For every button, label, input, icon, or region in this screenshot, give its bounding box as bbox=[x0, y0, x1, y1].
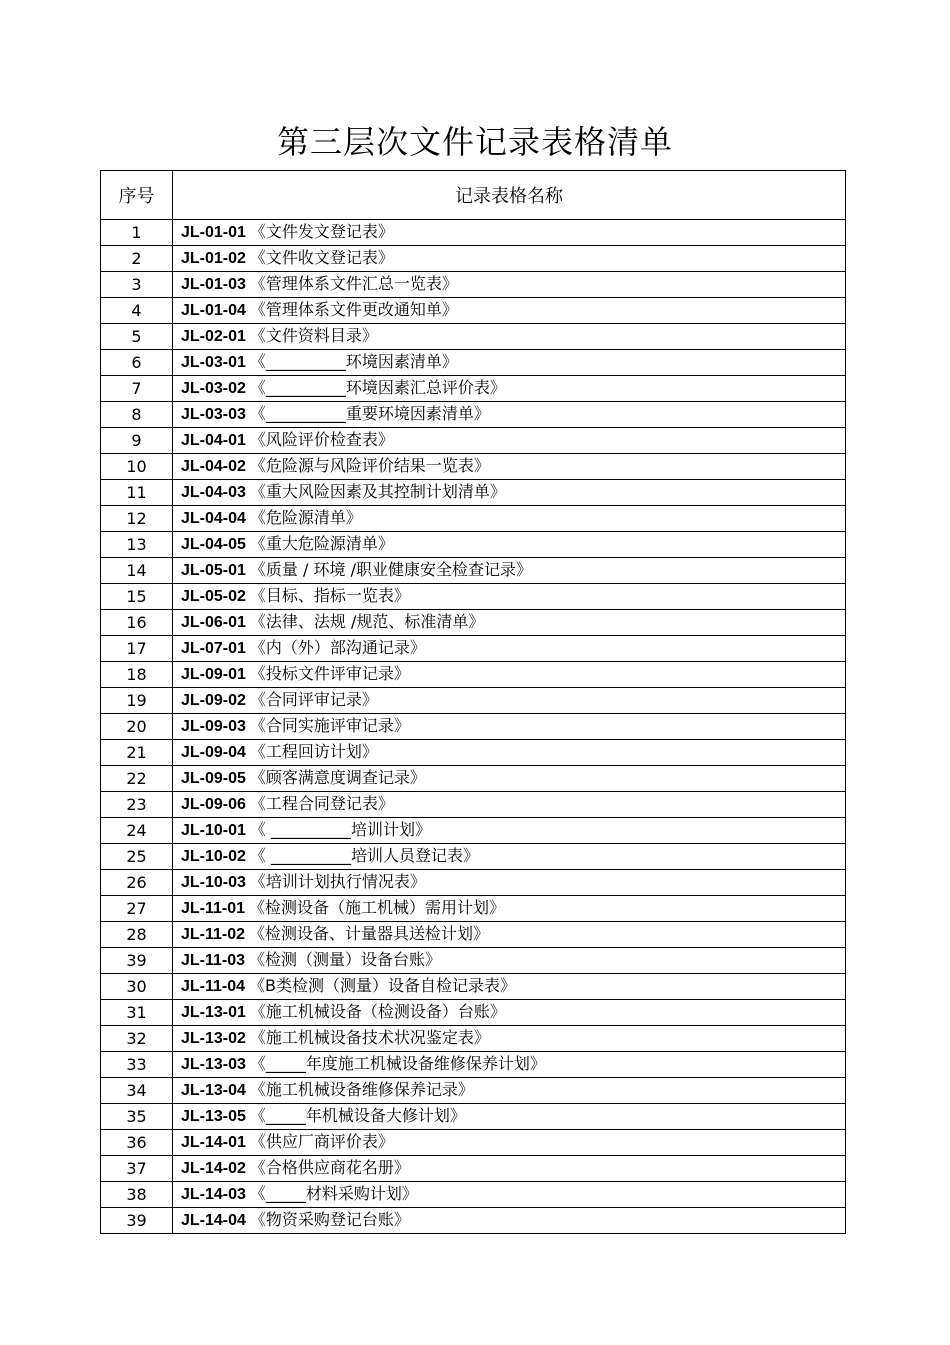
form-code: JL-09-05 bbox=[181, 770, 246, 787]
form-code: JL-03-02 bbox=[181, 380, 246, 397]
form-name: 《工程合同登记表》 bbox=[249, 794, 394, 813]
table-row bbox=[101, 636, 846, 662]
row-number: 3 bbox=[101, 272, 173, 298]
table-row bbox=[101, 818, 846, 844]
row-number: 31 bbox=[101, 1000, 173, 1026]
form-code: JL-04-02 bbox=[181, 458, 246, 475]
row-number: 19 bbox=[101, 688, 173, 714]
table-row bbox=[101, 1026, 846, 1052]
form-name: 《_____年度施工机械设备维修保养计划》 bbox=[249, 1054, 546, 1073]
form-cell bbox=[173, 1000, 846, 1026]
row-number: 8 bbox=[101, 402, 173, 428]
row-number: 7 bbox=[101, 376, 173, 402]
row-number: 9 bbox=[101, 428, 173, 454]
form-name: 《危险源清单》 bbox=[249, 508, 362, 527]
form-code: JL-13-05 bbox=[181, 1108, 246, 1125]
form-name: 《法律、法规 /规范、标准清单》 bbox=[249, 612, 485, 631]
form-cell bbox=[173, 662, 846, 688]
table-row bbox=[101, 272, 846, 298]
row-number: 4 bbox=[101, 298, 173, 324]
form-code: JL-06-01 bbox=[181, 614, 246, 631]
table-row bbox=[101, 766, 846, 792]
form-code: JL-13-01 bbox=[181, 1004, 246, 1021]
row-number: 6 bbox=[101, 350, 173, 376]
table-row bbox=[101, 922, 846, 948]
form-code: JL-10-02 bbox=[181, 848, 246, 865]
form-cell bbox=[173, 1078, 846, 1104]
table-row bbox=[101, 610, 846, 636]
form-cell bbox=[173, 1104, 846, 1130]
form-code: JL-03-01 bbox=[181, 354, 246, 371]
form-name: 《目标、指标一览表》 bbox=[249, 586, 410, 605]
table-row bbox=[101, 1208, 846, 1234]
form-cell bbox=[173, 818, 846, 844]
form-name: 《顾客满意度调查记录》 bbox=[249, 768, 426, 787]
table-row bbox=[101, 1130, 846, 1156]
form-cell bbox=[173, 948, 846, 974]
form-name: 《检测（测量）设备台账》 bbox=[249, 950, 442, 969]
form-name: 《物资采购登记台账》 bbox=[249, 1210, 410, 1229]
form-name: 《培训计划执行情况表》 bbox=[249, 872, 426, 891]
table-row bbox=[101, 324, 846, 350]
form-cell bbox=[173, 584, 846, 610]
form-cell bbox=[173, 636, 846, 662]
form-code: JL-03-03 bbox=[181, 406, 246, 423]
form-name: 《_____年机械设备大修计划》 bbox=[249, 1106, 466, 1125]
table-row bbox=[101, 584, 846, 610]
form-code: JL-11-04 bbox=[181, 978, 246, 995]
row-number: 37 bbox=[101, 1156, 173, 1182]
table-row bbox=[101, 246, 846, 272]
form-cell bbox=[173, 714, 846, 740]
form-name: 《__________环境因素汇总评价表》 bbox=[249, 378, 506, 397]
form-code: JL-13-02 bbox=[181, 1030, 246, 1047]
form-cell bbox=[173, 350, 846, 376]
form-name: 《重大危险源清单》 bbox=[249, 534, 394, 553]
page-title: 第三层次文件记录表格清单 bbox=[276, 123, 673, 161]
header-no: 序号 bbox=[101, 171, 173, 220]
row-number: 32 bbox=[101, 1026, 173, 1052]
form-cell bbox=[173, 844, 846, 870]
form-cell bbox=[173, 1156, 846, 1182]
table-row bbox=[101, 1104, 846, 1130]
form-code: JL-01-03 bbox=[181, 276, 246, 293]
form-code: JL-01-02 bbox=[181, 250, 246, 267]
form-code: JL-10-03 bbox=[181, 874, 246, 891]
form-cell bbox=[173, 402, 846, 428]
form-cell bbox=[173, 922, 846, 948]
table-row bbox=[101, 714, 846, 740]
form-cell bbox=[173, 870, 846, 896]
header-name: 记录表格名称 bbox=[173, 171, 846, 220]
form-code: JL-02-01 bbox=[181, 328, 246, 345]
table-row bbox=[101, 558, 846, 584]
form-code: JL-11-03 bbox=[181, 952, 246, 969]
form-code: JL-04-05 bbox=[181, 536, 246, 553]
table-row bbox=[101, 974, 846, 1000]
row-number: 23 bbox=[101, 792, 173, 818]
form-code: JL-14-03 bbox=[181, 1186, 246, 1203]
row-number: 13 bbox=[101, 532, 173, 558]
row-number: 25 bbox=[101, 844, 173, 870]
table-row bbox=[101, 480, 846, 506]
row-number: 1 bbox=[101, 220, 173, 246]
form-name: 《 __________培训人员登记表》 bbox=[249, 846, 480, 865]
form-name: 《_____材料采购计划》 bbox=[249, 1184, 418, 1203]
form-cell bbox=[173, 272, 846, 298]
form-name: 《管理体系文件更改通知单》 bbox=[249, 300, 458, 319]
form-name: 《__________重要环境因素清单》 bbox=[249, 404, 490, 423]
form-cell bbox=[173, 1052, 846, 1078]
form-name: 《文件收文登记表》 bbox=[249, 248, 394, 267]
form-code: JL-07-01 bbox=[181, 640, 246, 657]
form-code: JL-13-03 bbox=[181, 1056, 246, 1073]
form-name: 《合格供应商花名册》 bbox=[249, 1158, 410, 1177]
form-code: JL-09-01 bbox=[181, 666, 246, 683]
table-row bbox=[101, 1156, 846, 1182]
table-row bbox=[101, 402, 846, 428]
form-cell bbox=[173, 532, 846, 558]
table-row bbox=[101, 1078, 846, 1104]
form-code: JL-01-04 bbox=[181, 302, 246, 319]
form-name: 《投标文件评审记录》 bbox=[249, 664, 410, 683]
form-code: JL-14-04 bbox=[181, 1212, 246, 1229]
form-cell bbox=[173, 1182, 846, 1208]
form-name: 《检测设备（施工机械）需用计划》 bbox=[249, 898, 506, 917]
form-name: 《施工机械设备维修保养记录》 bbox=[249, 1080, 474, 1099]
form-code: JL-11-01 bbox=[181, 900, 246, 917]
form-code: JL-05-01 bbox=[181, 562, 246, 579]
form-name: 《危险源与风险评价结果一览表》 bbox=[249, 456, 490, 475]
form-code: JL-13-04 bbox=[181, 1082, 246, 1099]
table-row bbox=[101, 298, 846, 324]
row-number: 24 bbox=[101, 818, 173, 844]
form-name: 《__________环境因素清单》 bbox=[249, 352, 458, 371]
form-cell bbox=[173, 376, 846, 402]
form-name: 《管理体系文件汇总一览表》 bbox=[249, 274, 458, 293]
table-row bbox=[101, 896, 846, 922]
row-number: 22 bbox=[101, 766, 173, 792]
form-cell bbox=[173, 688, 846, 714]
table-row bbox=[101, 506, 846, 532]
row-number: 11 bbox=[101, 480, 173, 506]
row-number: 36 bbox=[101, 1130, 173, 1156]
form-name: 《内（外）部沟通记录》 bbox=[249, 638, 426, 657]
form-name: 《检测设备、计量器具送检计划》 bbox=[249, 924, 490, 943]
row-number: 39 bbox=[101, 948, 173, 974]
table-row bbox=[101, 350, 846, 376]
form-cell bbox=[173, 1026, 846, 1052]
form-code: JL-05-02 bbox=[181, 588, 246, 605]
table-row bbox=[101, 792, 846, 818]
row-number: 38 bbox=[101, 1182, 173, 1208]
row-number: 28 bbox=[101, 922, 173, 948]
form-name: 《施工机械设备技术状况鉴定表》 bbox=[249, 1028, 490, 1047]
form-cell bbox=[173, 1208, 846, 1234]
form-cell bbox=[173, 792, 846, 818]
table-row bbox=[101, 844, 846, 870]
table-row bbox=[101, 532, 846, 558]
form-code: JL-10-01 bbox=[181, 822, 246, 839]
form-name: 《质量 / 环境 /职业健康安全检查记录》 bbox=[249, 560, 532, 579]
form-cell bbox=[173, 298, 846, 324]
form-code: JL-04-01 bbox=[181, 432, 246, 449]
row-number: 15 bbox=[101, 584, 173, 610]
form-cell bbox=[173, 740, 846, 766]
table-row bbox=[101, 870, 846, 896]
form-code: JL-14-02 bbox=[181, 1160, 246, 1177]
form-name: 《施工机械设备（检测设备）台账》 bbox=[249, 1002, 506, 1021]
row-number: 5 bbox=[101, 324, 173, 350]
records-table bbox=[100, 170, 846, 1234]
row-number: 18 bbox=[101, 662, 173, 688]
table-row bbox=[101, 454, 846, 480]
table-body bbox=[101, 220, 846, 1234]
form-name: 《合同实施评审记录》 bbox=[249, 716, 410, 735]
row-number: 27 bbox=[101, 896, 173, 922]
row-number: 26 bbox=[101, 870, 173, 896]
form-name: 《文件发文登记表》 bbox=[249, 222, 394, 241]
form-cell bbox=[173, 428, 846, 454]
table-row bbox=[101, 1000, 846, 1026]
table-row bbox=[101, 948, 846, 974]
row-number: 12 bbox=[101, 506, 173, 532]
table-row bbox=[101, 428, 846, 454]
form-code: JL-04-03 bbox=[181, 484, 246, 501]
row-number: 30 bbox=[101, 974, 173, 1000]
form-cell bbox=[173, 246, 846, 272]
row-number: 20 bbox=[101, 714, 173, 740]
row-number: 17 bbox=[101, 636, 173, 662]
form-cell bbox=[173, 974, 846, 1000]
form-cell bbox=[173, 506, 846, 532]
form-code: JL-11-02 bbox=[181, 926, 246, 943]
form-name: 《合同评审记录》 bbox=[249, 690, 378, 709]
form-code: JL-09-06 bbox=[181, 796, 246, 813]
form-cell bbox=[173, 896, 846, 922]
row-number: 16 bbox=[101, 610, 173, 636]
form-code: JL-09-03 bbox=[181, 718, 246, 735]
table-row bbox=[101, 376, 846, 402]
row-number: 35 bbox=[101, 1104, 173, 1130]
row-number: 34 bbox=[101, 1078, 173, 1104]
form-cell bbox=[173, 558, 846, 584]
table-header-row bbox=[101, 171, 846, 220]
form-code: JL-14-01 bbox=[181, 1134, 246, 1151]
form-cell bbox=[173, 766, 846, 792]
form-code: JL-09-04 bbox=[181, 744, 246, 761]
form-cell bbox=[173, 324, 846, 350]
form-code: JL-09-02 bbox=[181, 692, 246, 709]
form-name: 《风险评价检查表》 bbox=[249, 430, 394, 449]
form-code: JL-04-04 bbox=[181, 510, 246, 527]
form-code: JL-01-01 bbox=[181, 224, 246, 241]
row-number: 39 bbox=[101, 1208, 173, 1234]
row-number: 2 bbox=[101, 246, 173, 272]
form-name: 《 __________培训计划》 bbox=[249, 820, 432, 839]
table-row bbox=[101, 220, 846, 246]
form-name: 《重大风险因素及其控制计划清单》 bbox=[249, 482, 506, 501]
form-name: 《B类检测（测量）设备自检记录表》 bbox=[249, 976, 517, 995]
form-name: 《供应厂商评价表》 bbox=[249, 1132, 394, 1151]
form-cell bbox=[173, 610, 846, 636]
form-name: 《文件资料目录》 bbox=[249, 326, 378, 345]
form-cell bbox=[173, 220, 846, 246]
row-number: 21 bbox=[101, 740, 173, 766]
table-row bbox=[101, 1052, 846, 1078]
row-number: 10 bbox=[101, 454, 173, 480]
form-cell bbox=[173, 1130, 846, 1156]
row-number: 33 bbox=[101, 1052, 173, 1078]
row-number: 14 bbox=[101, 558, 173, 584]
table-row bbox=[101, 662, 846, 688]
table-row bbox=[101, 688, 846, 714]
form-name: 《工程回访计划》 bbox=[249, 742, 378, 761]
form-cell bbox=[173, 480, 846, 506]
table-row bbox=[101, 740, 846, 766]
table-row bbox=[101, 1182, 846, 1208]
form-cell bbox=[173, 454, 846, 480]
